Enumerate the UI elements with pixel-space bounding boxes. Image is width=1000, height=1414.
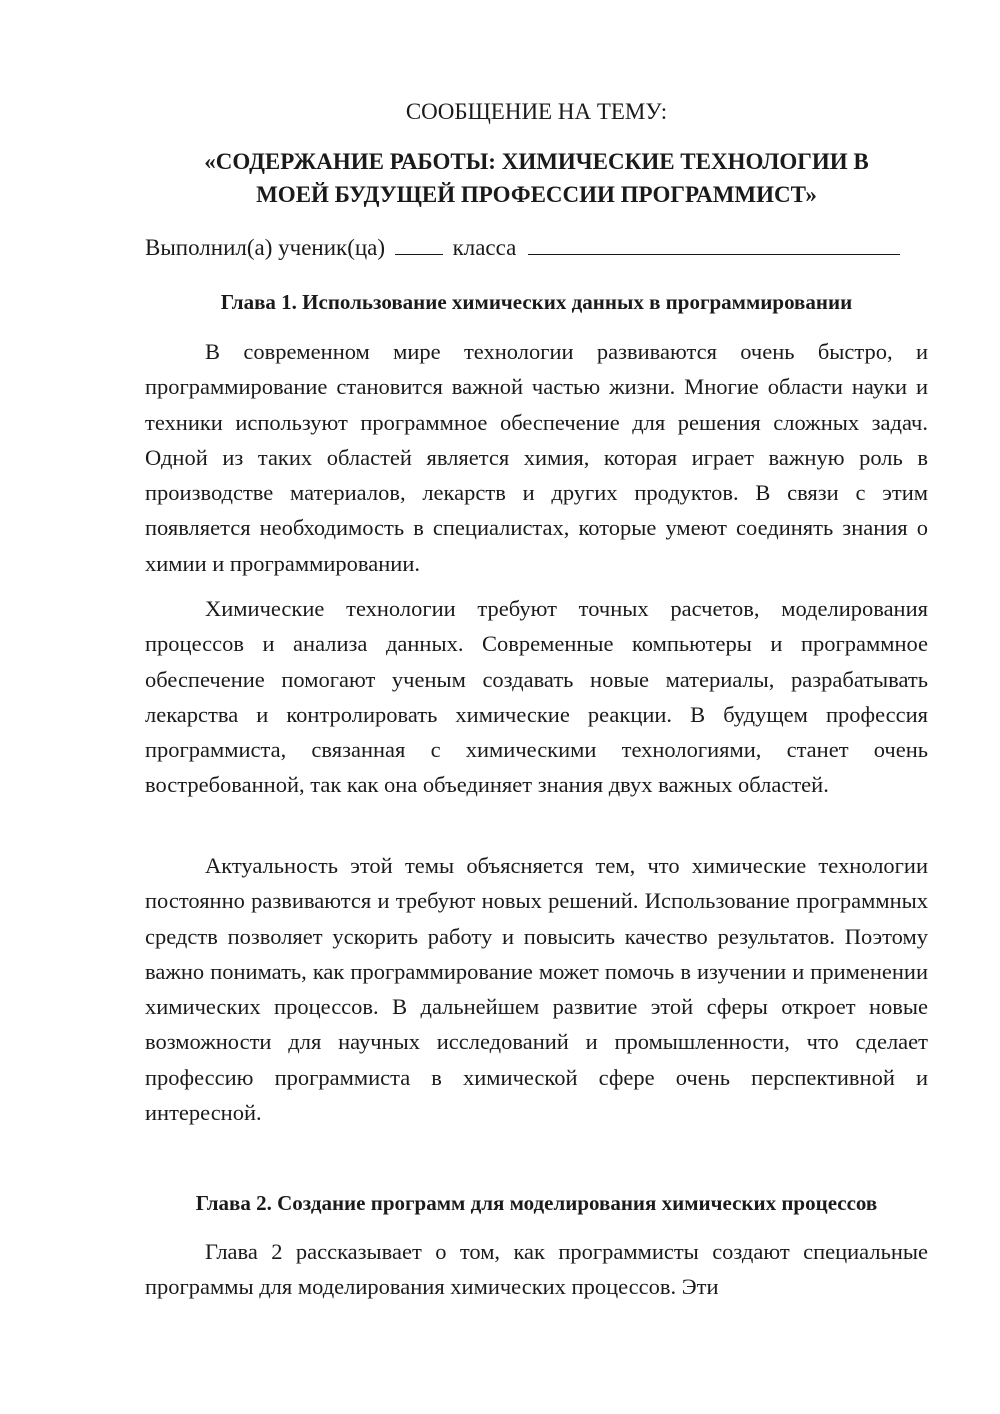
class-label: класса [452,235,517,260]
chapter-2-paragraph-1: Глава 2 рассказывает о том, как программисты создают специальные программы для моделирования химических процессов. Эти [145,1239,928,1300]
class-letter-blank [528,232,900,255]
chapter-1-paragraph-3: Актуальность этой темы объясняется тем, что химические технологии постоянно развиваются и требуют новых решений. Использование программных средств позволяет ускорить работу и повысить качество результатов. Поэтому важно понимать, как программирование может помочь в изучении и применении химических процессов. В дальнейшем развитие этой сферы откроет новые возможности для научных исследований и промышленности, что сделает профессию программиста в химической сфере очень перспективной и интересной. [145,853,928,1126]
document-heading: СООБЩЕНИЕ НА ТЕМУ: [405,99,668,124]
chapter-1-paragraph-1: В современном мире технологии развиваются очень быстро, и программирование становится важной частью жизни. Многие области науки и техники используют программное обеспечение для решения сложных задач. Одной из таких областей является химия, которая играет важную роль в производстве материалов, лекарств и других продуктов. В связи с этим появляется необходимость в специалистах, которые умеют соединять знания о химии и программировании. [145,339,928,576]
document-title-line-1: «СОДЕРЖАНИЕ РАБОТЫ: ХИМИЧЕСКИЕ ТЕХНОЛОГИИ В [204,149,869,174]
author-line [145,232,928,263]
class-number-blank [395,232,443,255]
document-page [145,0,928,1414]
document-title-line-2: МОЕЙ БУДУЩЕЙ ПРОФЕССИИ ПРОГРАММИСТ» [256,182,817,207]
chapter-2-title: Глава 2. Создание программ для моделирования химических процессов [195,1191,878,1215]
chapter-1-paragraph-2: Химические технологии требуют точных расчетов, моделирования процессов и анализа данных. Современные компьютеры и программное обеспечение помогают ученым создавать новые материалы, разрабатывать лекарства и контролировать химические реакции. В будущем профессия программиста, связанная с химическими технологиями, станет очень востребованной, так как она объединяет знания двух важных областей. [145,596,928,798]
chapter-1-title: Глава 1. Использование химических данных в программировании [220,290,853,314]
author-label: Выполнил(а) ученик(ца) [145,235,386,260]
document-title [145,145,928,211]
